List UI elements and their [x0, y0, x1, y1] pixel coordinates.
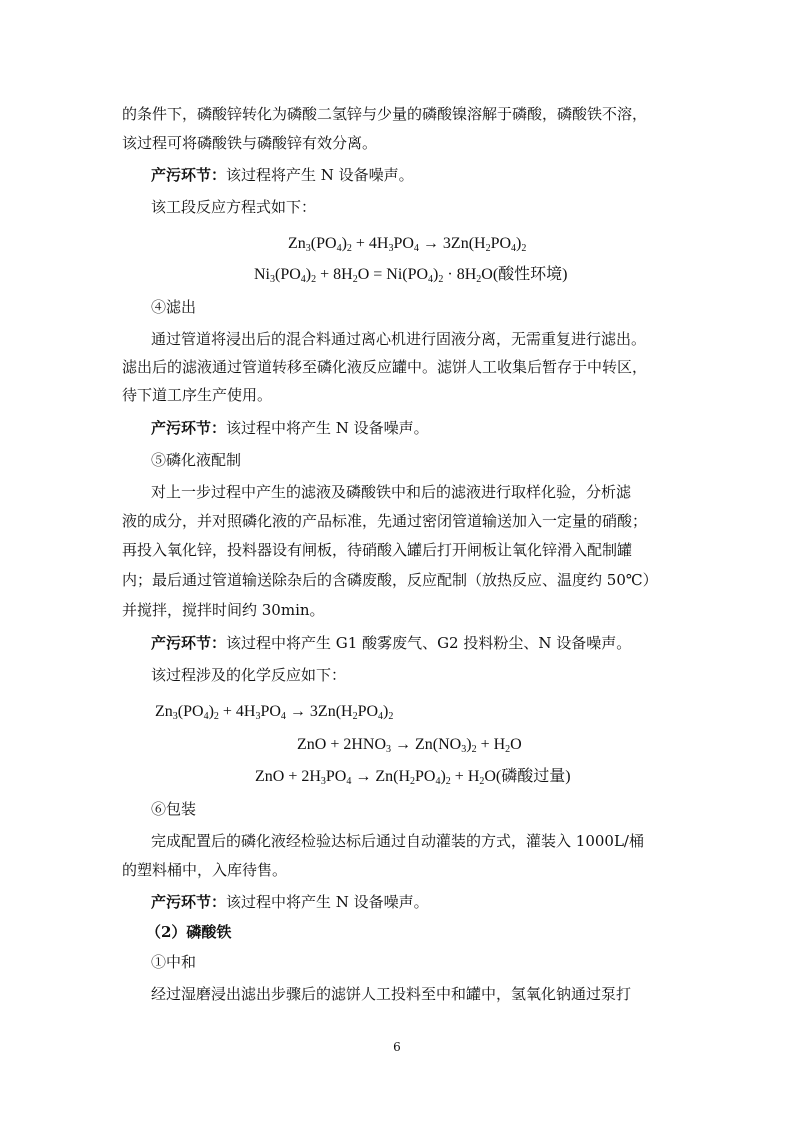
chemical-equation: $Ni_3(PO_4)_2 + 8H_2O = Ni(PO_4)_2 \cdot 8H_2O$(酸性环境) — [254, 266, 568, 285]
paragraph-line: 再投入氧化锌，投料器设有闸板，待硝酸入罐后打开闸板让氧化锌滑入配制罐 — [122, 541, 633, 559]
pollution-note — [151, 165, 414, 185]
paragraph-line: 待下道工序生产使用。 — [122, 386, 273, 404]
section-title: ④滤出 — [151, 298, 197, 316]
pollution-label: 产污环节： — [151, 166, 227, 184]
paragraph-line: 经过湿磨浸出滤出步骤后的滤饼人工投料至中和罐中，氢氧化钠通过泵打 — [151, 985, 632, 1003]
paragraph-line: 该过程可将磷酸铁与磷酸锌有效分离。 — [122, 134, 378, 152]
section-title: ①中和 — [151, 953, 197, 971]
chemical-equation: $Zn_3(PO_4)_2 + 4H_3PO_4 \to 3Zn(H_2PO_4)_2$ — [155, 703, 394, 722]
subsection-heading: （2）磷酸铁 — [146, 923, 232, 941]
section-title: ⑥包装 — [151, 800, 197, 818]
paragraph-line: 液的成分，并对照磷化液的产品标准，先通过密闭管道输送加入一定量的硝酸； — [122, 512, 648, 530]
chemical-equation: $Zn_3(PO_4)_2 + 4H_3PO_4 \to 3Zn(H_2PO_4)_2$ — [288, 235, 527, 254]
pollution-note — [151, 633, 631, 653]
page-number: 6 — [393, 1040, 401, 1054]
pollution-label: 产污环节： — [151, 419, 227, 437]
pollution-note — [151, 892, 429, 912]
equation-condition: 酸性环境 — [498, 266, 563, 283]
paragraph-line: 对上一步过程中产生的滤液及磷酸铁中和后的滤液进行取样化验，分析滤 — [151, 483, 632, 501]
chemical-equation: ZnO + $2H_3PO_4 \to Zn(H_2PO_4)_2 + H_2O$(磷酸过量) — [255, 768, 571, 787]
chemical-equation: ZnO + $2HNO_3 \to Zn(NO_3)_2 + H_2O$ — [297, 736, 522, 755]
pollution-text: 该过程中将产生 G1 酸雾废气、G2 投料粉尘、N 设备噪声。 — [226, 634, 632, 652]
pollution-label: 产污环节： — [151, 893, 227, 911]
paragraph-line: 的条件下，磷酸锌转化为磷酸二氢锌与少量的磷酸镍溶解于磷酸，磷酸铁不溶， — [122, 105, 648, 123]
paragraph-line: 滤出后的滤液通过管道转移至磷化液反应罐中。滤饼人工收集后暂存于中转区， — [122, 358, 648, 376]
pollution-label: 产污环节： — [151, 634, 227, 652]
equation-condition: 磷酸过量 — [501, 768, 566, 785]
pollution-text: 该过程将产生 N 设备噪声。 — [226, 166, 414, 184]
equation-intro: 该工段反应方程式如下： — [151, 198, 317, 216]
paragraph-line: 通过管道将浸出后的混合料通过离心机进行固液分离，无需重复进行滤出。 — [151, 330, 647, 348]
equation-intro: 该过程涉及的化学反应如下： — [151, 666, 347, 684]
paragraph-line: 完成配置后的磷化液经检验达标后通过自动灌装的方式，灌装入 1000L/桶 — [151, 832, 644, 850]
paragraph-line: 的塑料桶中，入库待售。 — [122, 861, 288, 879]
section-title: ⑤磷化液配制 — [151, 451, 242, 469]
pollution-note — [151, 418, 429, 438]
paragraph-line: 并搅拌，搅拌时间约 30min。 — [122, 601, 325, 619]
paragraph-line: 内；最后通过管道输送除杂后的含磷废酸，反应配制（放热反应、温度约 50℃） — [122, 571, 658, 589]
pollution-text: 该过程中将产生 N 设备噪声。 — [226, 419, 429, 437]
pollution-text: 该过程中将产生 N 设备噪声。 — [226, 893, 429, 911]
